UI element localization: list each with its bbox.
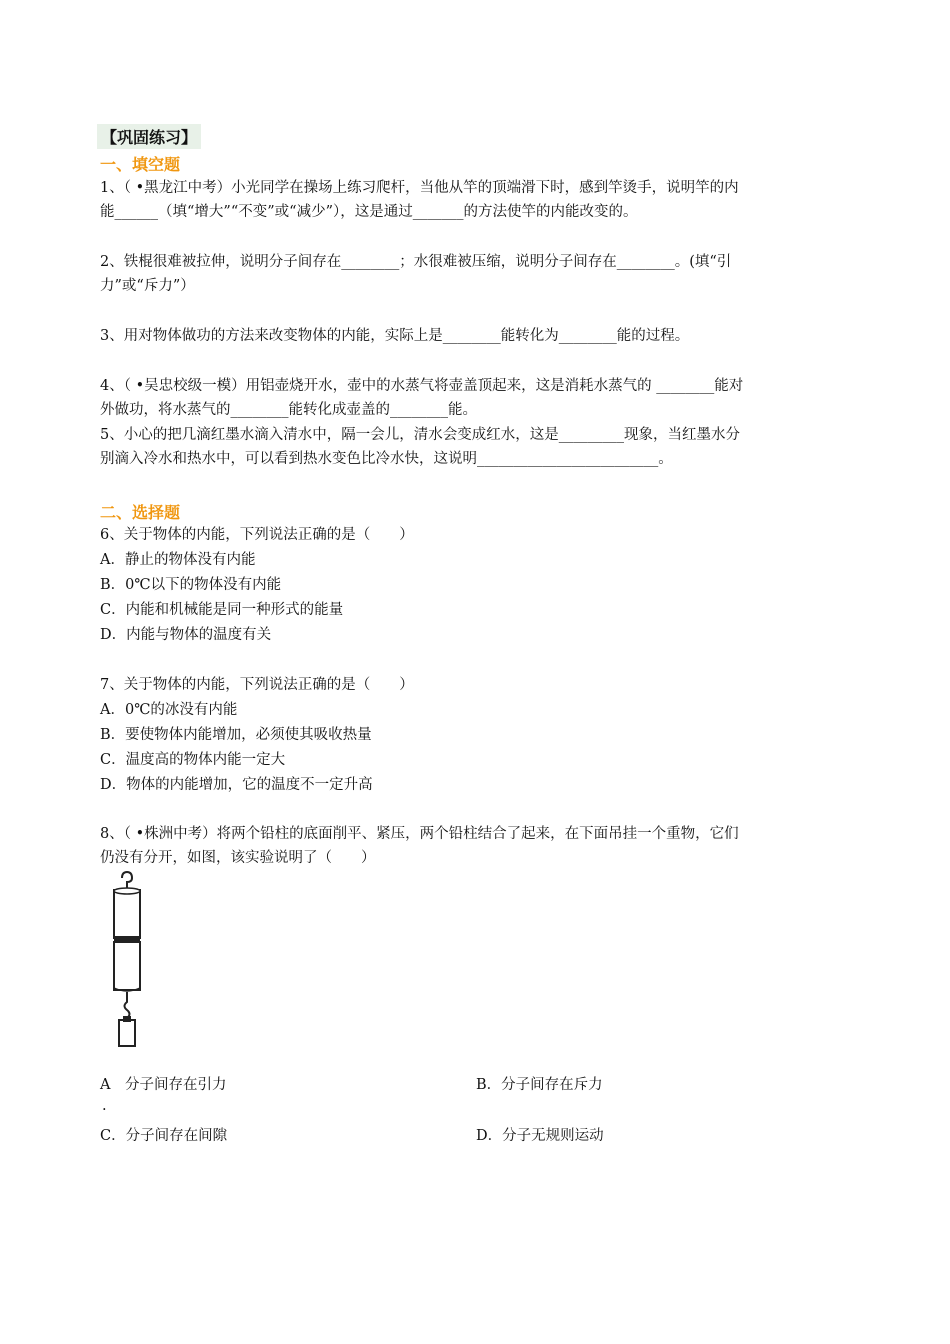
question-8-option-d: D．分子无规则运动 [476, 1128, 604, 1144]
section-title-fill-in: 一、填空题 [100, 155, 181, 174]
lower-hook-icon [125, 992, 130, 1018]
question-5-line-2: 别滴入冷水和热水中，可以看到热水变色比冷水快，这说明_________________________。 [100, 451, 673, 467]
upper-lead-cylinder [114, 890, 140, 938]
question-6-option-c: C．内能和机械能是同一种形式的能量 [100, 602, 344, 618]
question-6-option-b: B．0℃以下的物体没有内能 [100, 577, 282, 593]
lower-lead-cylinder [114, 942, 140, 990]
section-title-choice: 二、选择题 [100, 503, 181, 522]
question-3-line-1: 3、用对物体做功的方法来改变物体的内能，实际上是________能转化为________能的过程。 [100, 328, 690, 344]
question-4-line-2: 外做功，将水蒸气的________能转化成壶盖的________能。 [100, 402, 477, 418]
section-tag: 【巩固练习】 [97, 124, 201, 149]
question-6-stem: 6、关于物体的内能，下列说法正确的是（ ） [100, 527, 414, 543]
question-6-option-a: A．静止的物体没有内能 [100, 552, 256, 568]
question-7-option-d: D．物体的内能增加，它的温度不一定升高 [100, 777, 373, 793]
question-6-option-d: D．内能与物体的温度有关 [100, 627, 272, 643]
option-a-dot: . [102, 1098, 107, 1114]
question-7-option-c: C．温度高的物体内能一定大 [100, 752, 286, 768]
question-8-option-b: B．分子间存在斥力 [476, 1077, 603, 1093]
weight-icon [119, 1020, 135, 1046]
question-8-stem-line-1: 8、（ •株洲中考）将两个铅柱的底面削平、紧压，两个铅柱结合了起来，在下面吊挂一个重物，它们 [100, 826, 739, 842]
question-5-line-1: 5、小心的把几滴红墨水滴入清水中，隔一会儿，清水会变成红水，这是_________现象，当红墨水分 [100, 427, 740, 443]
question-2-line-1: 2、铁棍很难被拉伸，说明分子间存在________；水很难被压缩，说明分子间存在________。(填“引 [100, 254, 732, 270]
question-7-option-b: B．要使物体内能增加，必须使其吸收热量 [100, 727, 372, 743]
question-7-stem: 7、关于物体的内能，下列说法正确的是（ ） [100, 677, 414, 693]
question-1-line-1: 1、（ •黑龙江中考）小光同学在操场上练习爬杆，当他从竿的顶端滑下时，感到竿烫手，说明竿的内 [100, 180, 739, 196]
question-8-option-a: A 分子间存在引力 [100, 1077, 227, 1093]
question-8-stem-line-2: 仍没有分开，如图，该实验说明了（ ） [100, 850, 376, 866]
question-8-option-c: C．分子间存在间隙 [100, 1128, 228, 1144]
question-4-line-1: 4、（ •吴忠校级一模）用铝壶烧开水，壶中的水蒸气将壶盖顶起来，这是消耗水蒸气的 ________能对 [100, 378, 744, 394]
lead-cylinders-figure [100, 870, 160, 1055]
question-2-line-2: 力”或“斥力”） [100, 278, 195, 294]
question-1-line-2: 能______（填“增大”“不变”或“减少”），这是通过_______的方法使竿的内能改变的。 [100, 204, 638, 220]
question-7-option-a: A．0℃的冰没有内能 [100, 702, 238, 718]
